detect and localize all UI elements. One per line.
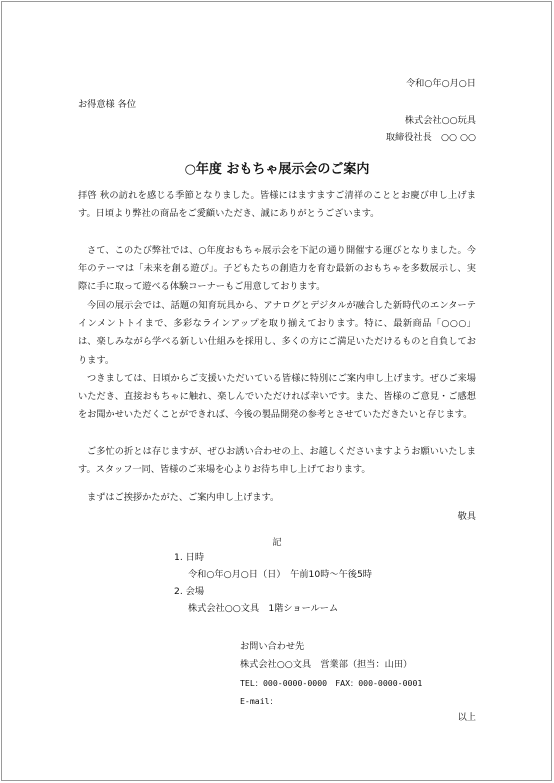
paragraph-closing: まずはご挨拶かたがた、ご案内申し上げます。 — [87, 492, 280, 503]
document-title: ○年度 おもちゃ展示会のご案内 — [184, 162, 370, 177]
paragraph-request: ご多忙の折とは存じますが、ぜひお誘い合わせの上、お越しくださいますようお願いいたします。スタッフ一同、皆様のご来場を心よりお待ち申し上げております。 — [78, 446, 476, 476]
paragraph-announcement: さて、このたび弊社では、○年度おもちゃ展示会を下記の通り開催する運びとなりました。今年のテーマは「未来を創る遊び」。子どもたちの創造力を育む最新のおもちゃを多数展示し、実際に手に取って遊べる体験コーナーもご用意しております。 — [78, 245, 476, 293]
end-ijou: 以上 — [457, 712, 476, 723]
contact-email: E-mail： — [240, 696, 278, 706]
recipient: お得意様 各位 — [78, 99, 137, 110]
sender-company: 株式会社○○玩具 — [404, 115, 476, 126]
paragraph-highlights: 今回の展示会では、話題の知育玩具から、アナログとデジタルが融合した新時代のエンターテインメントトイまで、多彩なラインアップを取り揃えております。特に、最新商品「○○○」は、楽しみながら学べる新しい仕組みを採用し、多くの方にご満足いただけるものと自負しております。 — [78, 300, 476, 366]
paragraph-greeting: 拝啓 秋の訪れを感じる季節となりました。皆様にはますますご清祥のこととお慶び申し上げます。日頃より弊社の商品をご愛顧いただき、誠にありがとうございます。 — [78, 190, 476, 220]
closing-keigu: 敬具 — [457, 511, 476, 522]
item-datetime-heading: 1. 日時 — [174, 552, 205, 563]
contact-heading: お問い合わせ先 — [240, 641, 305, 652]
paragraph-invitation: つきましては、日頃からご支援いただいている皆様に特別にご案内申し上げます。ぜひご来場いただき、直接おもちゃに触れ、楽しんでいただければ幸いです。また、皆様のご意見・ご感想をお聞かせいただくことができれば、今後の製品開発の参考とさせていただきたいと存じます。 — [78, 373, 476, 421]
contact-dept: 株式会社○○文具 営業部（担当：山田） — [240, 659, 413, 670]
letter-date: 令和○年○月○日 — [406, 78, 476, 89]
item-venue-heading: 2. 会場 — [174, 586, 205, 597]
ki-heading: 記 — [272, 537, 282, 548]
sender-name: 取締役社長 ○○ ○○ — [385, 132, 476, 143]
item-venue-value: 株式会社○○文具 1階ショールーム — [188, 603, 339, 614]
contact-tel-fax: TEL：000-0000-0000 FAX：000-0000-0001 — [240, 678, 423, 688]
item-datetime-value: 令和○年○月○日（日） 午前10時～午後5時 — [188, 569, 372, 580]
